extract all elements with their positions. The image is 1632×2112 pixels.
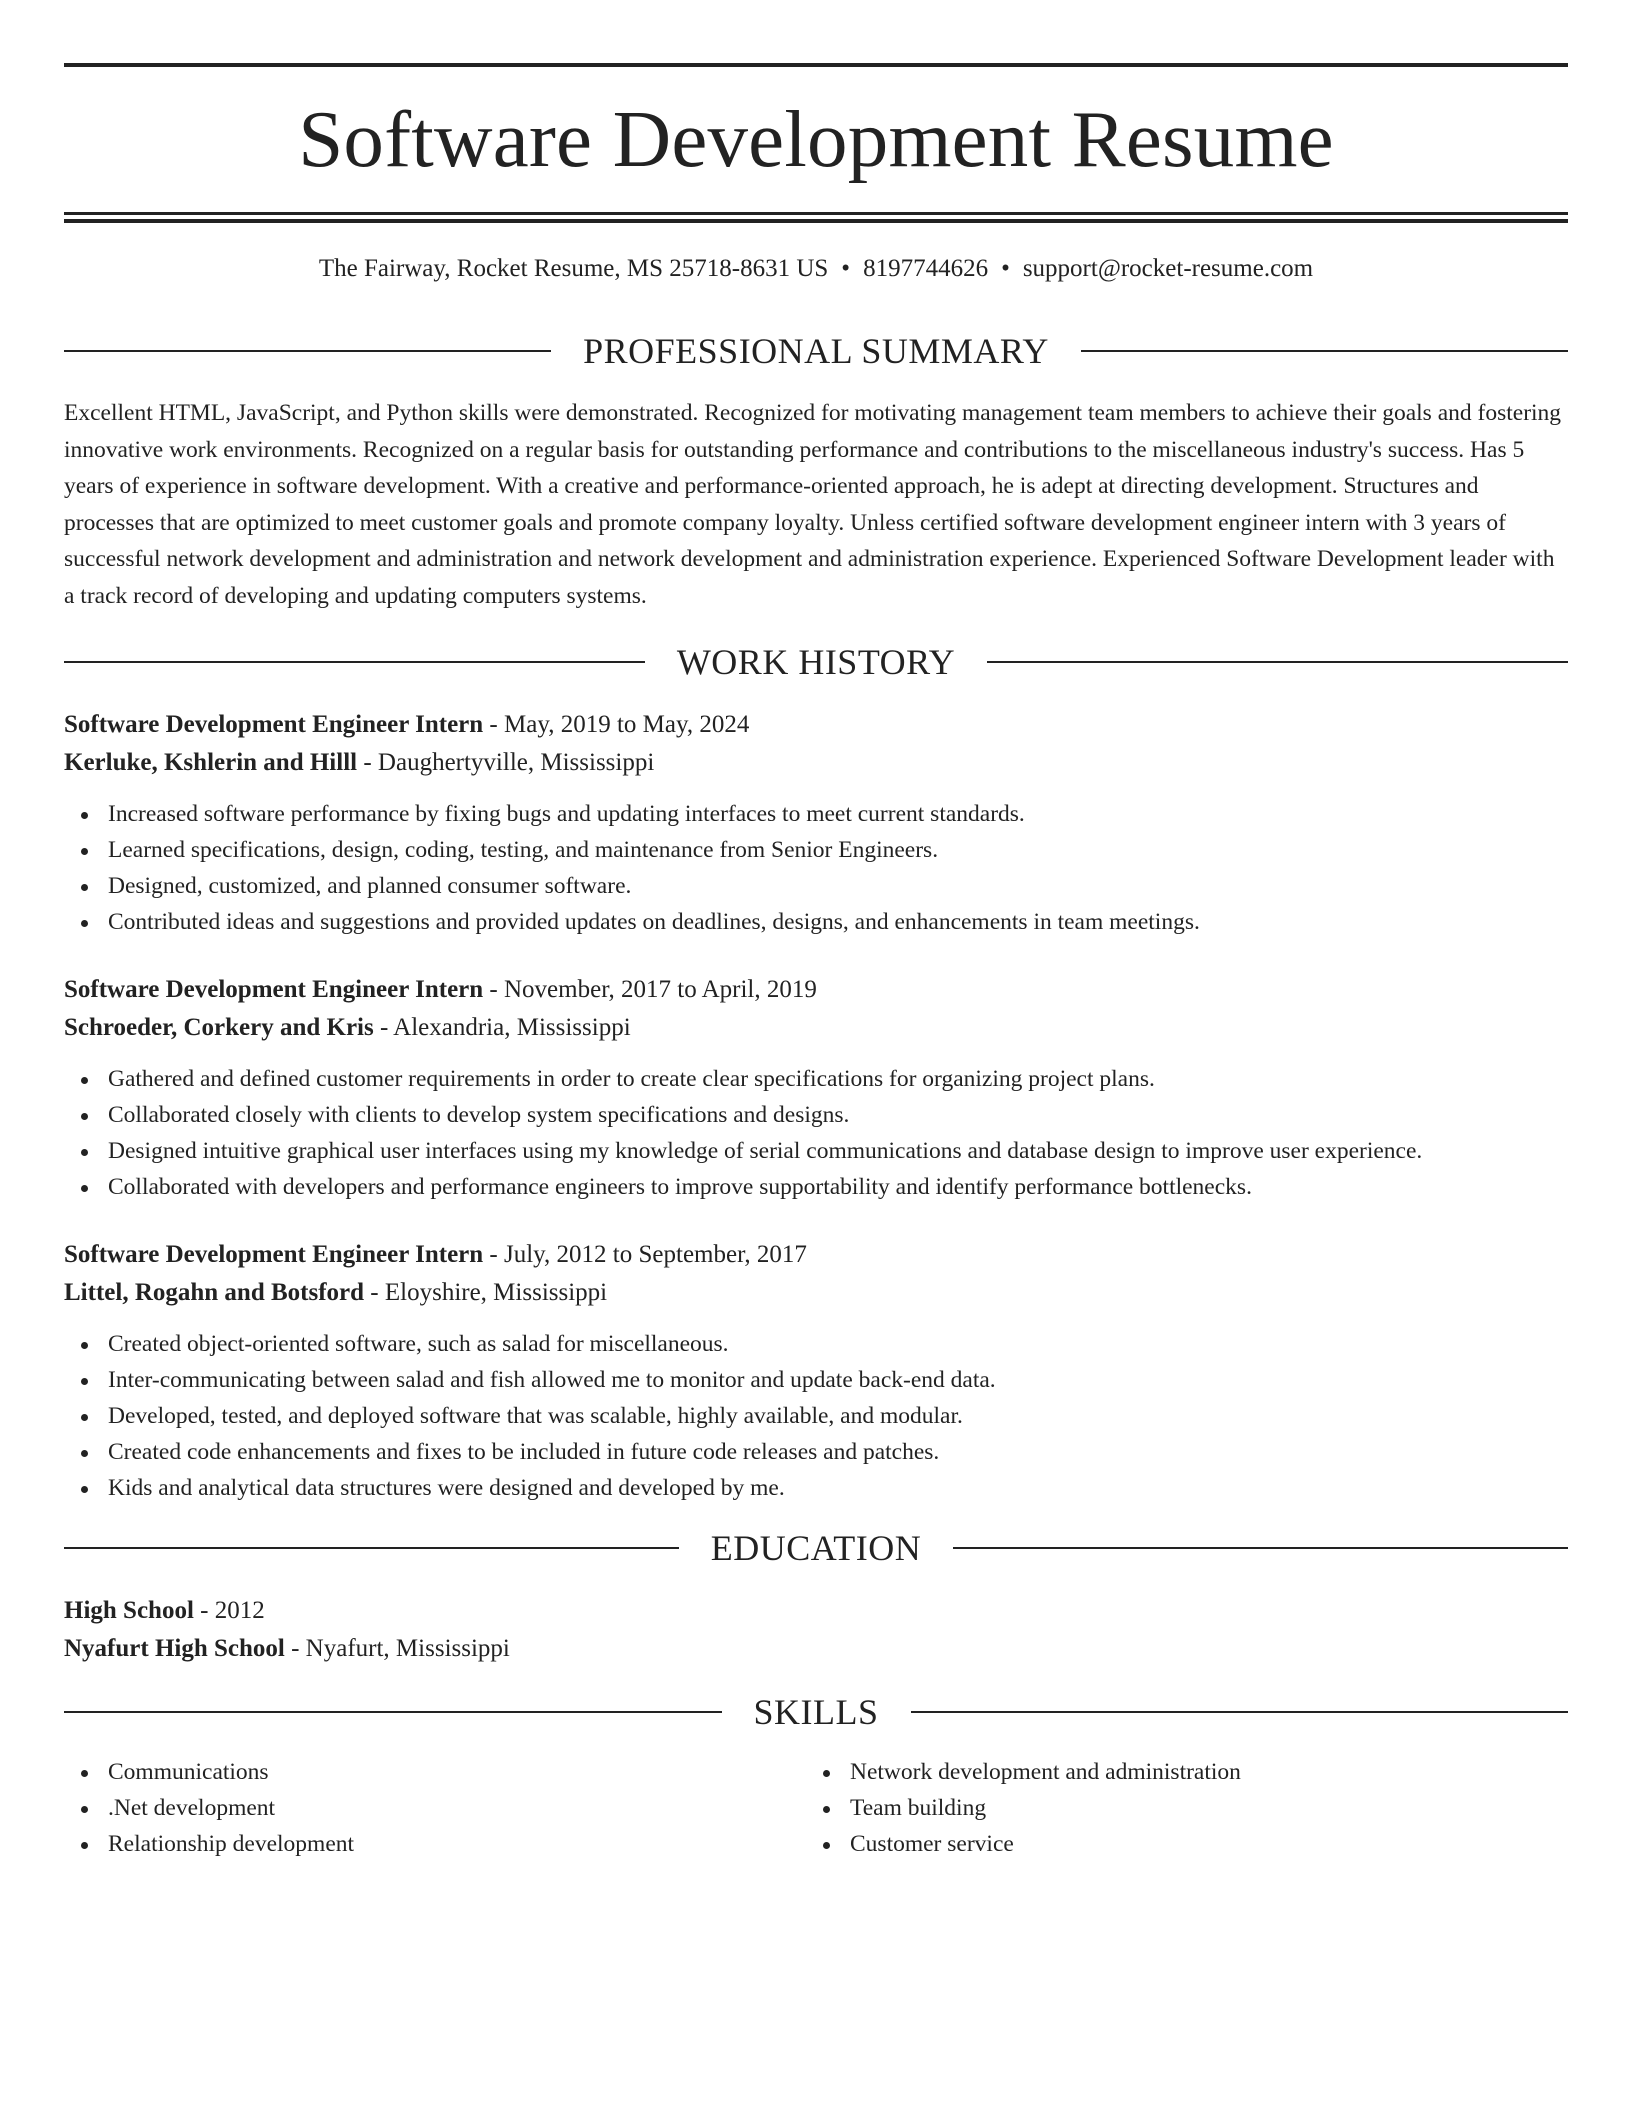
section-rule <box>64 350 551 352</box>
section-rule <box>64 1547 679 1549</box>
contact-separator: • <box>841 255 851 282</box>
section-rule <box>987 661 1568 663</box>
summary-heading: PROFESSIONAL SUMMARY <box>583 331 1049 371</box>
skill-item: .Net development <box>64 1790 806 1826</box>
contact-separator: • <box>1001 255 1010 282</box>
education-school: Nyafurt High School <box>64 1635 285 1662</box>
education-school-line <box>64 1630 1568 1668</box>
job-company-line <box>64 1009 1568 1047</box>
job-company: Kerluke, Kshlerin and Hilll <box>64 749 358 776</box>
job-entry <box>64 1236 1568 1506</box>
job-bullet: Designed, customized, and planned consumer software. <box>64 868 1568 904</box>
skills-section-header <box>64 1690 1568 1734</box>
section-rule <box>911 1711 1569 1713</box>
skill-item: Communications <box>64 1754 806 1790</box>
job-title: Software Development Engineer Intern <box>64 976 484 1003</box>
section-rule <box>953 1547 1568 1549</box>
skill-item: Network development and administration <box>806 1754 1548 1790</box>
section-rule <box>1081 350 1568 352</box>
job-location: - Eloyshire, Mississippi <box>364 1279 608 1306</box>
education-heading: EDUCATION <box>710 1528 922 1568</box>
job-location: - Daughertyville, Mississippi <box>357 749 655 776</box>
title-double-rule <box>64 212 1568 223</box>
contact-email: support@rocket-resume.com <box>1022 255 1314 282</box>
job-bullet: Designed intuitive graphical user interfaces using my knowledge of serial communications and database design to improve user experience. <box>64 1133 1568 1169</box>
job-title-line <box>64 1236 1568 1274</box>
work-heading: WORK HISTORY <box>676 642 956 682</box>
contact-phone: 8197744626 <box>863 255 989 282</box>
skills-bullets <box>806 1754 1548 1862</box>
job-bullet: Created code enhancements and fixes to be included in future code releases and patches. <box>64 1434 1568 1470</box>
job-company-line <box>64 744 1568 782</box>
skills-column-right <box>806 1754 1548 1862</box>
skills-list <box>64 1754 1568 1862</box>
job-bullet: Contributed ideas and suggestions and provided updates on deadlines, designs, and enhancements in team meetings. <box>64 904 1568 940</box>
skill-item: Team building <box>806 1790 1548 1826</box>
top-rule <box>64 63 1568 67</box>
education-entry <box>64 1592 1568 1668</box>
job-company-line <box>64 1274 1568 1312</box>
job-bullet: Gathered and defined customer requirements in order to create clear specifications for organizing project plans. <box>64 1061 1568 1097</box>
job-dates: - November, 2017 to April, 2019 <box>483 976 817 1003</box>
summary-section-header <box>64 329 1568 373</box>
job-bullet: Collaborated with developers and performance engineers to improve supportability and identify performance bottlenecks. <box>64 1169 1568 1205</box>
skill-item: Relationship development <box>64 1826 806 1862</box>
job-location: - Alexandria, Mississippi <box>373 1014 631 1041</box>
job-bullet: Learned specifications, design, coding, testing, and maintenance from Senior Engineers. <box>64 832 1568 868</box>
education-section-header <box>64 1526 1568 1570</box>
contact-line <box>64 253 1568 285</box>
job-title: Software Development Engineer Intern <box>64 711 484 738</box>
job-bullet: Created object-oriented software, such as salad for miscellaneous. <box>64 1326 1568 1362</box>
skills-column-left <box>64 1754 806 1862</box>
job-bullets <box>64 796 1568 940</box>
job-dates: - May, 2019 to May, 2024 <box>483 711 750 738</box>
job-bullet: Increased software performance by fixing bugs and updating interfaces to meet current standards. <box>64 796 1568 832</box>
job-title-line <box>64 706 1568 744</box>
skill-item: Customer service <box>806 1826 1548 1862</box>
work-section-header <box>64 640 1568 684</box>
section-rule <box>64 1711 722 1713</box>
contact-address: The Fairway, Rocket Resume, MS 25718-8631 US <box>318 255 829 282</box>
education-year: - 2012 <box>193 1597 265 1624</box>
job-entry <box>64 971 1568 1205</box>
job-title-line <box>64 971 1568 1009</box>
job-company: Schroeder, Corkery and Kris <box>64 1014 374 1041</box>
job-bullet: Collaborated closely with clients to develop system specifications and designs. <box>64 1097 1568 1133</box>
resume-title: Software Development Resume <box>298 94 1334 184</box>
job-entry <box>64 706 1568 940</box>
skills-bullets <box>64 1754 806 1862</box>
skills-heading: SKILLS <box>753 1692 879 1732</box>
summary-text: Excellent HTML, JavaScript, and Python skills were demonstrated. Recognized for motivating management team members to achieve their goals and fostering innovative work environments. Recognized on a regular basis for outstanding performance and contributions to the miscellaneous industry's success. Has 5 years of experience in software development. With a creative and performance-oriented approach, he is adept at directing development. Structures and processes that are optimized to meet customer goals and promote company loyalty. Unless certified software development engineer intern with 3 years of successful network development and administration and network development and administration experience. Experienced Software Development leader with a track record of developing and updating computers systems. <box>64 400 1562 609</box>
job-dates: - July, 2012 to September, 2017 <box>483 1241 807 1268</box>
education-location: - Nyafurt, Mississippi <box>284 1635 510 1662</box>
job-bullet: Inter-communicating between salad and fish allowed me to monitor and update back-end data. <box>64 1362 1568 1398</box>
job-bullets <box>64 1326 1568 1506</box>
section-rule <box>64 661 645 663</box>
job-company: Littel, Rogahn and Botsford <box>64 1279 365 1306</box>
job-bullets <box>64 1061 1568 1205</box>
job-title: Software Development Engineer Intern <box>64 1241 484 1268</box>
education-degree: High School <box>64 1597 194 1624</box>
job-bullet: Developed, tested, and deployed software that was scalable, highly available, and modular. <box>64 1398 1568 1434</box>
education-degree-line <box>64 1592 1568 1630</box>
job-bullet: Kids and analytical data structures were designed and developed by me. <box>64 1470 1568 1506</box>
